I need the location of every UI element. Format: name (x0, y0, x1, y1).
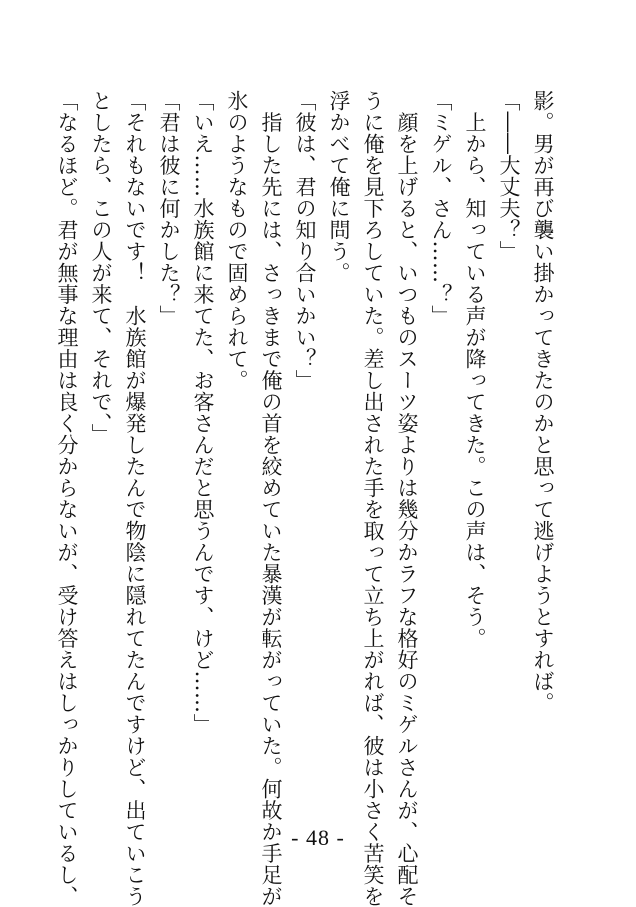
page-number: - 48 - (291, 825, 345, 850)
text-line: 浮かべて俺に問う。 (327, 90, 351, 284)
text-line: 「彼は、君の知り合いかい？」 (293, 90, 317, 391)
text-line: 顔を上げると、いつものスーツ姿よりは幾分かラフな格好のミゲルさんが、心配そ (395, 90, 419, 907)
text-line: 影。男が再び襲い掛かってきたのかと思って逃げようとすれば。 (531, 90, 555, 714)
text-line: うに俺を見下ろしていた。差し出された手を取って立ち上がれば、彼は小さく苦笑を (361, 90, 385, 907)
text-line: としたら、この人が来て、それで、」 (89, 90, 113, 445)
text-line: 「――大丈夫？」 (497, 90, 521, 262)
text-line: 氷のようなもので固められて。 (225, 90, 249, 391)
text-line: 指した先には、さっきまで俺の首を絞めていた暴漢が転がっていた。何故か手足が (259, 90, 283, 907)
text-line: 「君は彼に何かした？」 (157, 90, 181, 327)
text-line: 「それもないです！ 水族館が爆発したんで物陰に隠れてたんですけど、出ていこう (123, 90, 147, 907)
text-line: 「ミゲル、さん……？」 (429, 90, 453, 327)
text-line: 「いえ……水族館に来てた、お客さんだと思うんです、けど……」 (191, 90, 215, 735)
text-line: 上から、知っている声が降ってきた。この声は、そう。 (463, 90, 487, 649)
text-line: 「なるほど。君が無事な理由は良く分からないが、受け答えはしっかりしているし、 (55, 90, 79, 907)
